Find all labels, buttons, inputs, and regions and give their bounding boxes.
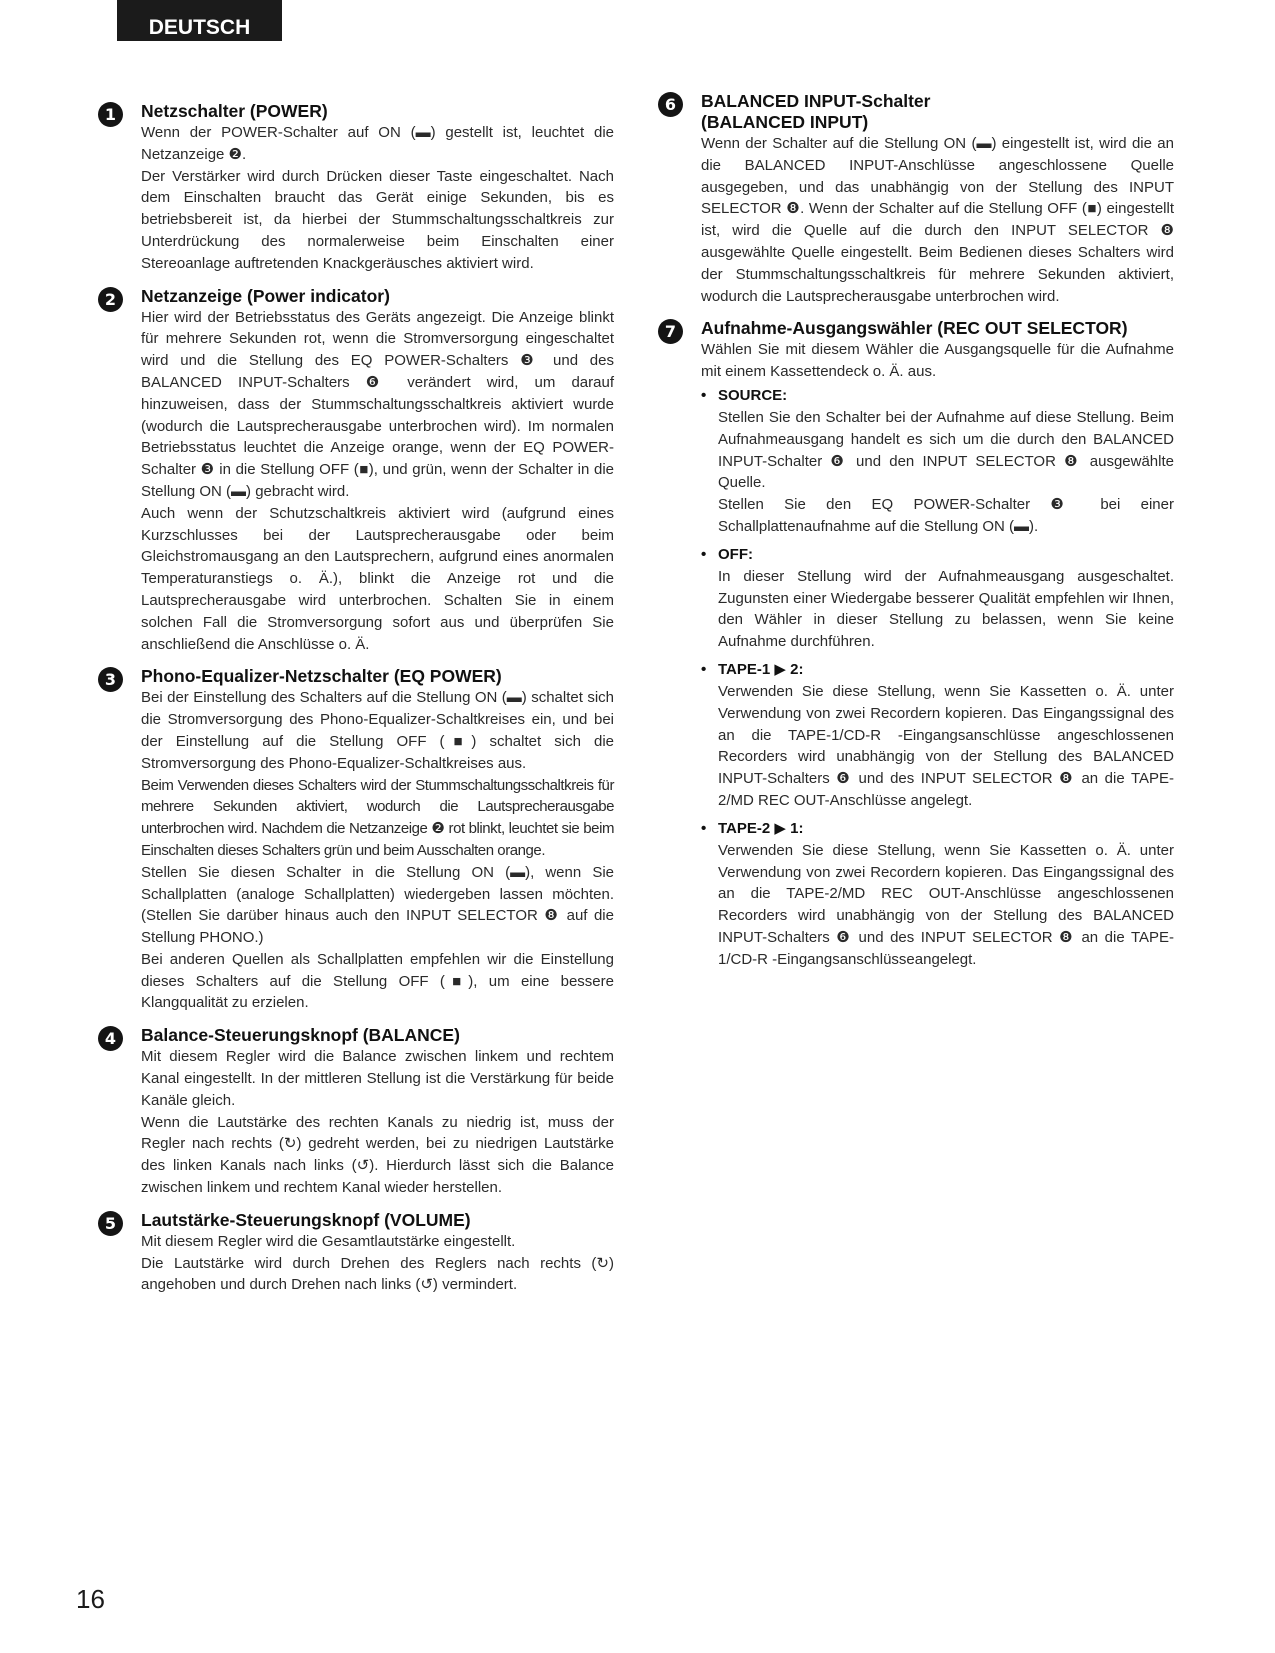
bullet-tape1-to-2 — [701, 659, 1174, 812]
section-balance — [98, 1025, 614, 1199]
paragraph: Wählen Sie mit diesem Wähler die Ausgangsquelle für die Aufnahme mit einem Kassettendeck o. Ä. aus. — [701, 341, 1174, 381]
section-title: Netzanzeige (Power indicator) — [141, 285, 390, 306]
paragraph: Wenn die Lautstärke des rechten Kanals zu niedrig ist, muss der Regler nach rechts (↻) gedreht werden, bei zu niedrigen Lautstärke des linken Kanals nach links (↺). Hierdurch lässt sich die Balance zwischen linkem und rechtem Kanal wieder herstellen. — [141, 1113, 614, 1197]
paragraph: Der Verstärker wird durch Drücken dieser Taste eingeschaltet. Nach dem Einschalten braucht das Gerät einige Sekunden, bis es betriebsbereit ist, da hierbei der Stummschaltungsschaltkreis zur Unterdrückung des normalerweise beim Einschalten einer Stereoanlage auftretenden Knackgeräusches aktiviert wird. — [141, 167, 614, 272]
bullet-label: TAPE-1 ▶ 2: — [718, 660, 804, 678]
section-title: Aufnahme-Ausgangswähler (REC OUT SELECTOR) — [701, 318, 1128, 339]
paragraph: Stellen Sie den Schalter bei der Aufnahme auf diese Stellung. Beim Aufnahmeausgang handelt es sich um die durch den BALANCED INPUT-Schalter ❻ und den INPUT SELECTOR ❽ ausgewählte Quelle. — [718, 408, 1174, 492]
paragraph: In dieser Stellung wird der Aufnahmeausgang ausgeschaltet. Zugunsten einer Wiedergabe besserer Qualität empfehlen wir Ihnen, den Wähler in dieser Stellung zu belassen, wenn Sie keine Aufnahme durchführen. — [718, 567, 1174, 651]
section-title: Lautstärke-Steuerungsknopf (VOLUME) — [141, 1209, 471, 1230]
page-number: 16 — [76, 1584, 105, 1614]
bullet-source — [701, 385, 1174, 538]
section-number-badge: 5 — [98, 1211, 123, 1236]
right-column — [658, 91, 1174, 982]
paragraph: Stellen Sie den EQ POWER-Schalter ❸ bei einer Schallplattenaufnahme auf die Stellung ON (▬). — [718, 496, 1174, 535]
section-rec-out-selector — [658, 318, 1174, 970]
section-volume — [98, 1210, 614, 1296]
paragraph: Beim Verwenden dieses Schalters wird der Stummschaltungsschaltkreis für mehrere Sekunden aktiviert, wodurch die Lautsprecherausgabe unterbrochen wird. Nachdem die Netzanzeige ❷ rot blinkt, leuchtet sie beim Einschalten dieses Schalters grün und beim Ausschalten orange. — [141, 776, 614, 859]
section-number-badge: 4 — [98, 1026, 123, 1051]
paragraph: Mit diesem Regler wird die Gesamtlautstärke eingestellt. — [141, 1232, 516, 1250]
bullet-label: SOURCE: — [718, 386, 788, 404]
bullet-tape2-to-1 — [701, 818, 1174, 971]
bullet-dot: • — [701, 386, 707, 404]
paragraph: Bei der Einstellung des Schalters auf die Stellung ON (▬) schaltet sich die Stromversorgung des Phono-Equalizer-Schaltkreises ein, und bei der Einstellung auf die Stellung OFF (■) schaltet sich die Stromversorgung des Phono-Equalizer-Schaltkreises aus. — [141, 689, 614, 772]
section-power-switch — [98, 101, 614, 275]
section-title: Netzschalter (POWER) — [141, 101, 328, 121]
paragraph: Hier wird der Betriebsstatus des Geräts angezeigt. Die Anzeige blinkt für mehrere Sekunden rot, wenn die Stromversorgung eingeschaltet wird und die Stellung des EQ POWER-Schalters ❸ und des BALANCED INPUT-Schalters ❻ verändert wird, um darauf hinzuweisen, dass der Stummschaltungsschaltkreis aktiviert wurde (wodurch die Lautsprecherausgabe unterbrochen wird). Im normalen Betriebsstatus leuchtet die Anzeige orange, wenn der EQ POWER-Schalter ❸ in die Stellung OFF (■), und grün, wenn der Schalter in die Stellung ON (▬) gebracht wird. — [141, 308, 614, 500]
section-title: Balance-Steuerungsknopf (BALANCE) — [141, 1025, 460, 1046]
section-number-badge: 7 — [658, 319, 683, 344]
paragraph: Auch wenn der Schutzschaltkreis aktiviert wird (aufgrund eines Kurzschlusses bei der Lautsprecherausgabe oder beim Gleichstromausgang an den Lautsprechern, aufgrund eines anormalen Temperaturanstiegs o. Ä.), blinkt die Anzeige rot und die Lautsprecherausgabe wird unterbrochen. Schalten Sie in einem solchen Fall die Stromversorgung sofort aus und überprüfen Sie anschließend die Anschlüsse o. Ä. — [141, 504, 614, 653]
section-number-badge: 6 — [658, 92, 683, 117]
paragraph: Verwenden Sie diese Stellung, wenn Sie Kassetten o. Ä. unter Verwendung von zwei Recordern kopieren. Das Eingangssignal des an die TAPE-2/MD REC OUT-Anschlüsse angeschlossenen Recorders wird unabhängig von der Stellung des BALANCED INPUT-Schalters ❻ und des INPUT SELECTOR ❽ an die TAPE-1/CD-R -Eingangsanschlüsseangelegt. — [718, 841, 1174, 968]
language-tab: DEUTSCH — [117, 0, 282, 41]
bullet-label: OFF: — [718, 545, 753, 563]
left-column — [98, 101, 614, 1307]
section-balanced-input — [658, 91, 1174, 307]
paragraph: Wenn der POWER-Schalter auf ON (▬) gestellt ist, leuchtet die Netzanzeige ❷. — [141, 124, 614, 163]
section-number-badge: 3 — [98, 667, 123, 692]
paragraph: Die Lautstärke wird durch Drehen des Reglers nach rechts (↻) angehoben und durch Drehen nach links (↺) vermindert. — [141, 1254, 614, 1294]
paragraph: Stellen Sie diesen Schalter in die Stellung ON (▬), wenn Sie Schallplatten (analoge Schallplatten) wiedergeben lassen möchten. (Stellen Sie darüber hinaus auch den INPUT SELECTOR ❽ auf die Stellung PHONO.) — [141, 863, 614, 947]
paragraph: Bei anderen Quellen als Schallplatten empfehlen wir die Einstellung dieses Schalters auf die Stellung OFF (■), um eine bessere Klangqualität zu erzielen. — [141, 950, 614, 1012]
paragraph: Wenn der Schalter auf die Stellung ON (▬) eingestellt ist, wird die an die BALANCED INPUT-Anschlüsse angeschlossene Quelle ausgegeben, und das unabhängig von der Stellung des INPUT SELECTOR ❽. Wenn der Schalter auf die Stellung OFF (■) eingestellt ist, wird die Quelle auf die durch den INPUT SELECTOR ❽ ausgewählte Quelle eingestellt. Beim Bedienen dieses Schalters wird der Stummschaltungsschaltkreis für mehrere Sekunden aktiviert, wodurch die Lautsprecherausgabe unterbrochen wird. — [701, 135, 1174, 305]
bullet-off — [701, 544, 1174, 653]
paragraph: Verwenden Sie diese Stellung, wenn Sie Kassetten o. Ä. unter Verwendung von zwei Recordern kopieren. Das Eingangssignal des an die TAPE-1/CD-R -Eingangsanschlüsse angeschlossenen Recorders wird unabhängig von der Stellung des BALANCED INPUT-Schalters ❻ und des INPUT SELECTOR ❽ an die TAPE-2/MD REC OUT-Anschlüsse angelegt. — [718, 682, 1174, 809]
paragraph: Mit diesem Regler wird die Balance zwischen linkem und rechtem Kanal eingestellt. In der mittleren Stellung ist die Verstärkung für beide Kanäle gleich. — [141, 1048, 614, 1109]
section-eq-power — [98, 666, 614, 1014]
section-power-indicator — [98, 286, 614, 656]
bullet-label: TAPE-2 ▶ 1: — [718, 819, 804, 837]
section-number-badge: 1 — [98, 102, 123, 127]
section-number-badge: 2 — [98, 287, 123, 312]
section-title: Phono-Equalizer-Netzschalter (EQ POWER) — [141, 666, 502, 687]
bullet-dot: • — [701, 545, 707, 563]
bullet-dot: • — [701, 660, 707, 678]
bullet-dot: • — [701, 819, 707, 837]
section-title: BALANCED INPUT-Schalter (BALANCED INPUT) — [701, 91, 931, 132]
